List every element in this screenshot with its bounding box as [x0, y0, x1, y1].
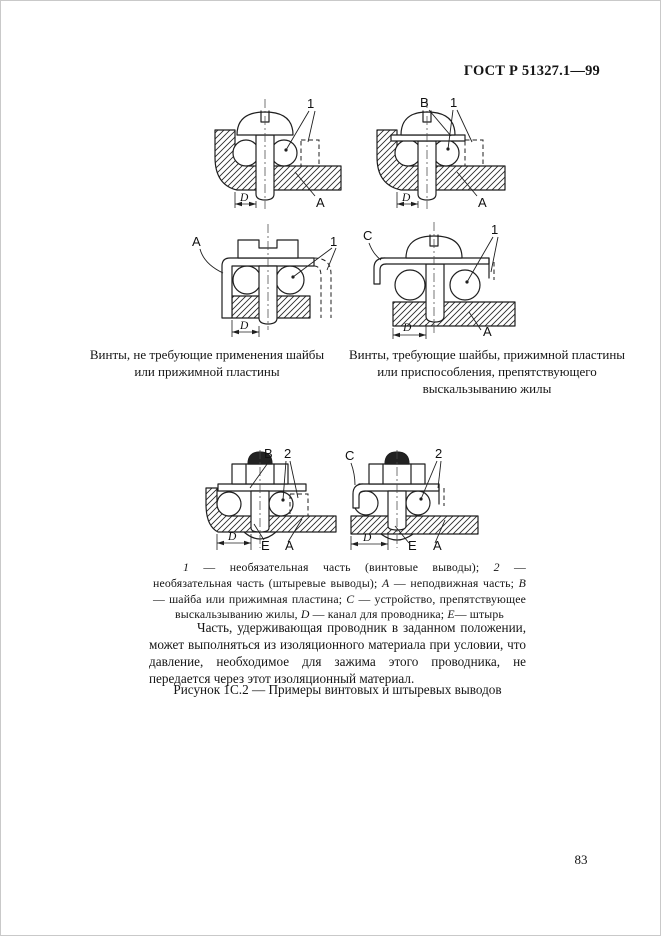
- label-dim-D: D: [240, 192, 249, 204]
- legend-desc: — необязательная часть (винтовые выводы);: [189, 560, 494, 574]
- conductor-wire: [395, 140, 421, 166]
- diagram-screw-retainer: [353, 218, 518, 340]
- diagram-screw-washer: [353, 95, 508, 213]
- retainer-hook: [374, 258, 386, 284]
- legend-term: D: [300, 607, 310, 622]
- conductor-wire: [271, 140, 297, 166]
- optional-part-dashed: [301, 140, 319, 166]
- label-part-2: 2: [435, 448, 443, 461]
- label-washer-B: B: [420, 95, 429, 110]
- conductor-wire: [233, 266, 261, 294]
- label-stud-E: E: [408, 538, 417, 553]
- conductor-wire: [217, 492, 241, 516]
- legend-term: 2: [493, 560, 500, 574]
- conductor-wire: [233, 140, 259, 166]
- label-fixed-A: A: [433, 538, 442, 553]
- label-dim-D: D: [228, 531, 237, 543]
- conductor-wire: [269, 492, 293, 516]
- legend-desc: — неподвижная часть;: [389, 575, 519, 590]
- conductor-wire: [395, 270, 425, 300]
- legend-desc: — канал для проводника;: [309, 607, 448, 622]
- diagram-stud-retainer: [335, 448, 480, 553]
- label-fixed-A: A: [478, 195, 487, 210]
- legend-desc: — устройство, препятствующее выскальзыванию жилы,: [175, 591, 526, 622]
- optional-part-dashed: [465, 140, 483, 166]
- legend-term: Е: [447, 607, 455, 622]
- conductor-wire: [450, 270, 480, 300]
- caption-screws-no-washer: Винты, не требующие применения шайбы или прижимной пластины: [89, 347, 325, 380]
- caption-screws-with-washer: Винты, требующие шайбы, прижимной пластины или приспособления, препятствующего выскальзыванию жилы: [348, 347, 626, 397]
- retainer-plate: [381, 258, 489, 264]
- label-part-1: 1: [450, 95, 458, 110]
- page-number: 83: [574, 852, 588, 867]
- diagram-stud-washer: [198, 448, 338, 553]
- conductor-wire: [406, 491, 430, 515]
- label-washer-B: B: [264, 448, 273, 461]
- label-part-1: 1: [491, 222, 499, 237]
- legend-desc: — необязательная часть (штыревые выводы);: [153, 560, 527, 590]
- label-part-2: 2: [284, 448, 292, 461]
- label-device-C: C: [363, 228, 373, 243]
- label-part-1: 1: [330, 234, 338, 249]
- legend-term: А: [381, 575, 390, 590]
- note-paragraph: Часть, удерживающая проводник в заданном положении, может выполняться из изоляционного материала при условии, что давление, необходимое для зажима этого проводника, не передается через этот изоляционный материал.: [149, 620, 526, 687]
- label-fixed-A: A: [483, 324, 492, 339]
- label-dim-D: D: [403, 322, 412, 334]
- label-part-1: 1: [307, 96, 315, 111]
- legend-desc: — штырь: [454, 607, 504, 622]
- legend-term: 1: [183, 560, 190, 574]
- diagram-screw-saddle: [186, 218, 348, 340]
- figure-legend: [153, 560, 526, 623]
- legend-term: С: [346, 591, 355, 606]
- label-dim-D: D: [402, 192, 411, 204]
- conductor-wire: [433, 140, 459, 166]
- legend-term: В: [518, 575, 527, 590]
- legend-desc: — шайба или прижимная пластина;: [153, 591, 347, 606]
- conductor-wire: [276, 266, 304, 294]
- screw-shank: [426, 264, 444, 322]
- diagram-screw-plain: [193, 95, 343, 213]
- label-fixed-A: A: [316, 195, 325, 210]
- label-fixed-A: A: [192, 234, 201, 249]
- washer-plate: [218, 484, 306, 491]
- label-fixed-A: A: [285, 538, 294, 553]
- label-dim-D: D: [363, 532, 372, 544]
- label-stud-E: E: [261, 538, 270, 553]
- standard-number: ГОСТ Р 51327.1—99: [463, 63, 600, 79]
- label-device-C: C: [345, 448, 355, 463]
- label-dim-D: D: [240, 320, 249, 332]
- figure-title: Рисунок 1С.2 — Примеры винтовых и штыревых выводов: [173, 682, 502, 697]
- washer-plate: [391, 135, 465, 141]
